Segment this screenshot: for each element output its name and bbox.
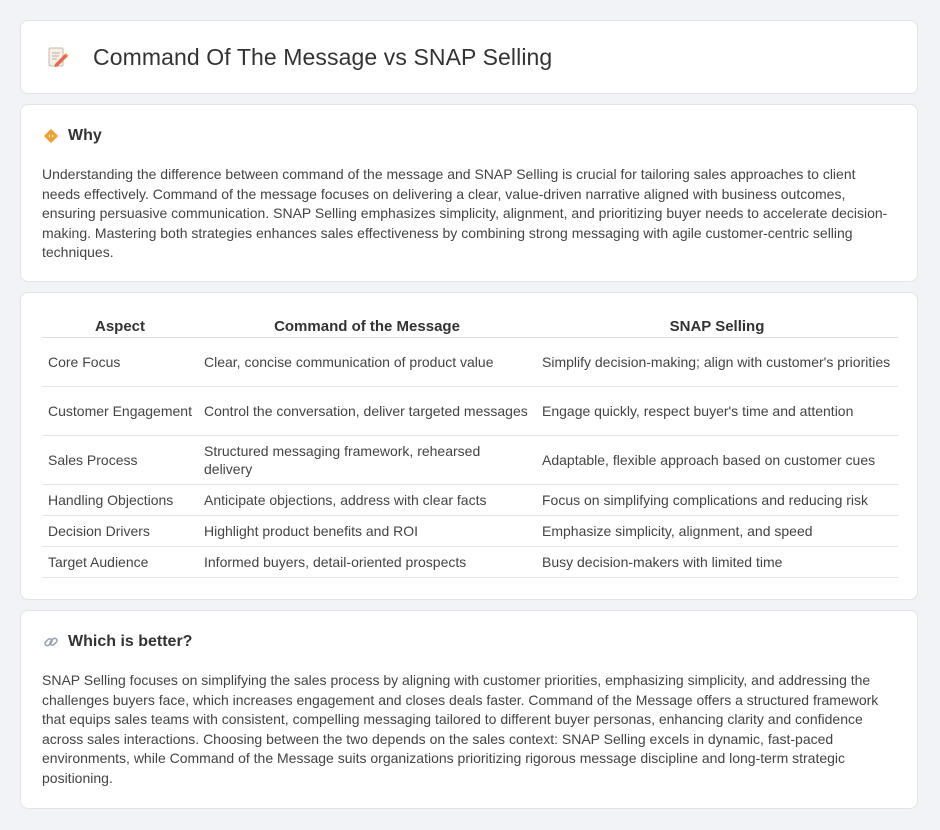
row-snap-value: Simplify decision-making; align with customer's priorities <box>536 338 898 387</box>
row-aspect: Handling Objections <box>42 485 198 516</box>
row-aspect: Decision Drivers <box>42 516 198 547</box>
title-card <box>20 20 918 94</box>
link-icon <box>42 633 60 651</box>
better-body: SNAP Selling focuses on simplifying the sales process by aligning with customer priorities, emphasizing simplicity, and addressing the challenges buyers face, which increases engagement and closes deals faster. Command of the Message offers a structured framework that equips sales teams with consistent, compelling messaging tailored to different buyer personas, enhancing clarity and confidence across sales interactions. Choosing between the two depends on the sales context: SNAP Selling excels in dynamic, fast-paced environments, while Command of the Message suits organizations prioritizing rigorous message discipline and long-term strategic positioning. <box>42 672 879 786</box>
row-aspect: Customer Engagement <box>42 387 198 436</box>
row-snap-value: Emphasize simplicity, alignment, and speed <box>536 516 898 547</box>
why-section <box>20 104 918 282</box>
table-row <box>42 436 898 485</box>
table-header-row <box>42 315 898 338</box>
row-command-value: Informed buyers, detail-oriented prospects <box>198 547 536 578</box>
row-snap-value: Busy decision-makers with limited time <box>536 547 898 578</box>
better-heading-label: Which is better? <box>68 633 193 650</box>
table-row <box>42 547 898 578</box>
row-command-value: Clear, concise communication of product value <box>198 338 536 387</box>
diamond-arrows-icon <box>42 127 60 145</box>
row-command-value: Anticipate objections, address with clear facts <box>198 485 536 516</box>
row-aspect: Sales Process <box>42 436 198 485</box>
row-aspect: Target Audience <box>42 547 198 578</box>
row-command-value: Highlight product benefits and ROI <box>198 516 536 547</box>
table-row <box>42 338 898 387</box>
table-row <box>42 516 898 547</box>
why-body: Understanding the difference between command of the message and SNAP Selling is crucial for tailoring sales approaches to client needs effectively. Command of the message focuses on delivering a clear, value-driven narrative aligned with business outcomes, ensuring persuasive communication. SNAP Selling emphasizes simplicity, alignment, and prioritizing buyer needs to accelerate decision-making. Mastering both strategies enhances sales effectiveness by combining strong messaging with agile customer-centric selling techniques. <box>42 166 888 260</box>
row-snap-value: Focus on simplifying complications and reducing risk <box>536 485 898 516</box>
row-aspect: Core Focus <box>42 338 198 387</box>
header-aspect: Aspect <box>42 315 198 338</box>
comparison-table <box>42 315 898 578</box>
row-snap-value: Adaptable, flexible approach based on customer cues <box>536 436 898 485</box>
table-row <box>42 387 898 436</box>
why-heading <box>42 127 102 145</box>
header-snap-selling: SNAP Selling <box>536 315 898 338</box>
why-heading-label: Why <box>68 127 102 144</box>
comparison-section <box>20 292 918 600</box>
which-is-better-section <box>20 610 918 809</box>
row-command-value: Control the conversation, deliver targeted messages <box>198 387 536 436</box>
row-snap-value: Engage quickly, respect buyer's time and attention <box>536 387 898 436</box>
header-command-of-the-message: Command of the Message <box>198 315 536 338</box>
document-edit-icon <box>45 44 71 70</box>
page-title: Command Of The Message vs SNAP Selling <box>93 43 553 70</box>
better-heading <box>42 633 192 651</box>
row-command-value: Structured messaging framework, rehearsed delivery <box>198 436 536 485</box>
table-row <box>42 485 898 516</box>
